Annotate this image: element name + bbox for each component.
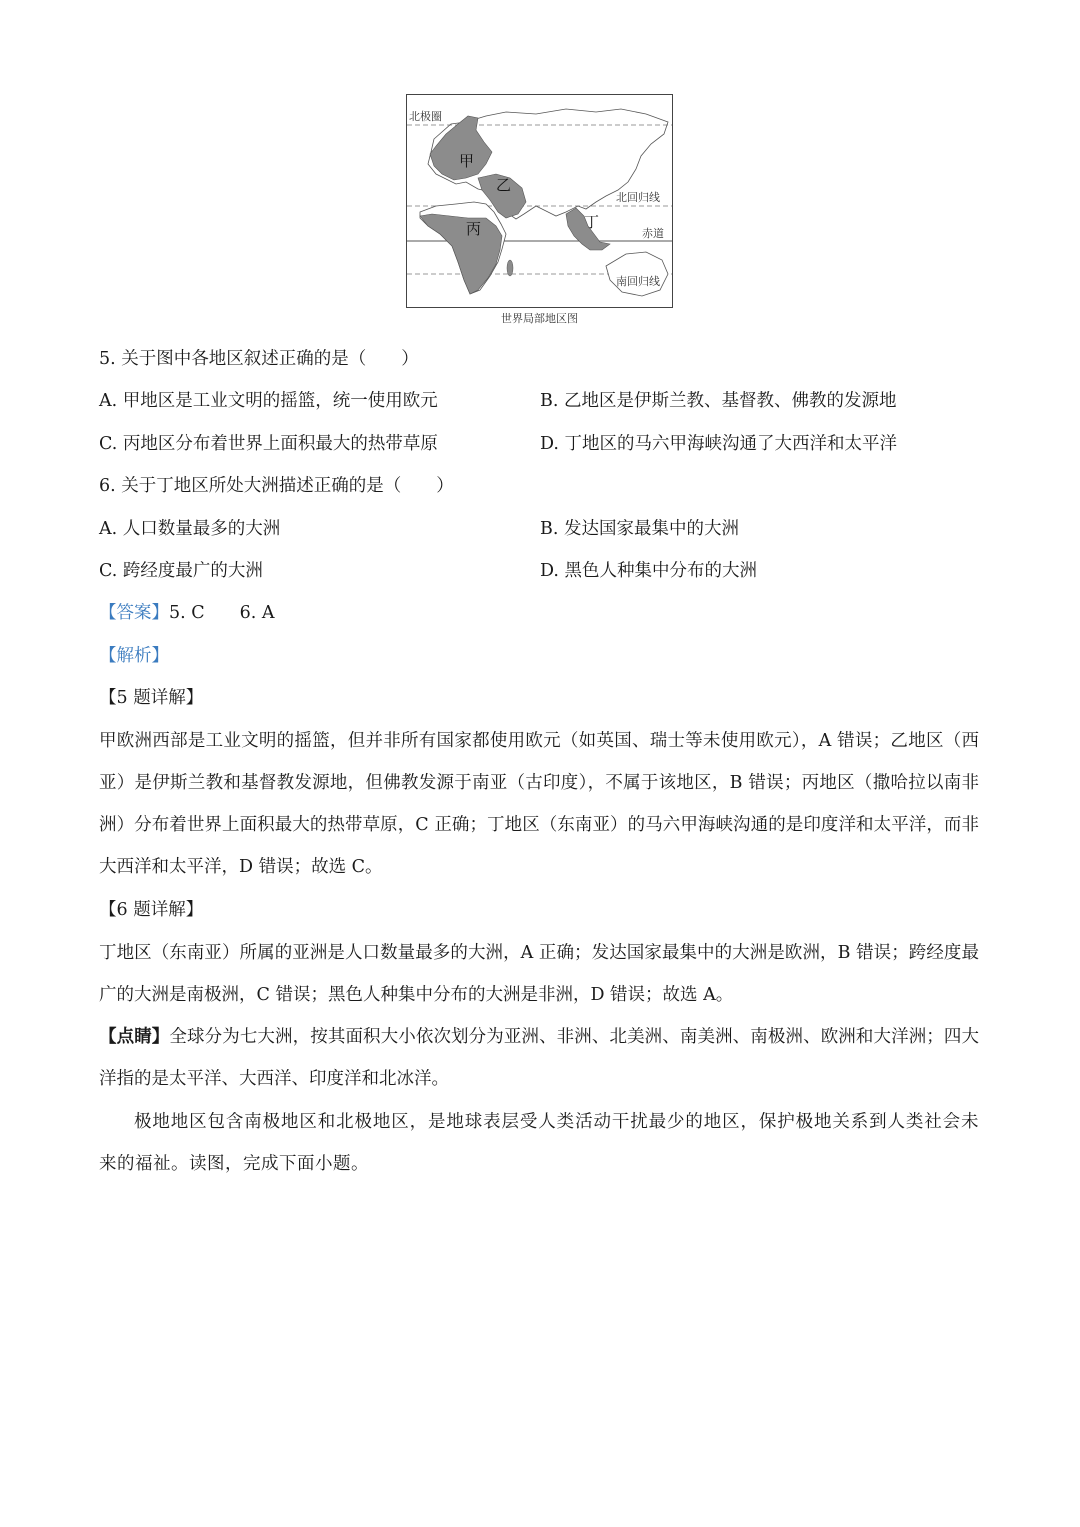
q6-option-b: B. 发达国家最集中的大洲 (540, 519, 739, 539)
q6-option-a: A. 人口数量最多的大洲 (99, 519, 281, 539)
q5-option-b: B. 乙地区是伊斯兰教、基督教、佛教的发源地 (540, 391, 897, 411)
label-tropic-capricorn: 南回归线 (616, 275, 660, 288)
map-caption: 世界局部地区图 (501, 312, 578, 325)
label-bing: 丙 (466, 220, 482, 238)
tip-block (99, 1016, 979, 1100)
q5-option-c: C. 丙地区分布着世界上面积最大的热带草原 (99, 434, 438, 454)
detail6-text: 丁地区（东南亚）所属的亚洲是人口数量最多的大洲，A 正确；发达国家最集中的大洲是欧洲，B 错误；跨经度最广的大洲是南极洲，C 错误；黑色人种集中分布的大洲是非洲，D 错误；故选 A。 (99, 943, 979, 1005)
answer-line (99, 601, 275, 625)
q5-option-d: D. 丁地区的马六甲海峡沟通了大西洋和太平洋 (540, 434, 898, 454)
detail5-title: 【5 题详解】 (99, 688, 204, 708)
label-ding: 丁 (584, 213, 600, 231)
answer-tag: 【答案】 (99, 603, 169, 623)
next-intro-text: 极地地区包含南极地区和北极地区，是地球表层受人类活动干扰最少的地区，保护极地关系到人类社会未来的福祉。读图，完成下面小题。 (99, 1112, 979, 1174)
label-yi: 乙 (496, 176, 512, 194)
next-intro (99, 1101, 979, 1185)
q5-option-a: A. 甲地区是工业文明的摇篮，统一使用欧元 (99, 391, 438, 411)
label-equator: 赤道 (642, 227, 664, 240)
detail5-body (99, 720, 979, 888)
q6-option-c: C. 跨经度最广的大洲 (99, 561, 263, 581)
q5-stem: 5. 关于图中各地区叙述正确的是（ ） (99, 349, 419, 369)
madagascar-shape (507, 260, 513, 276)
label-arctic-circle: 北极圈 (409, 110, 442, 123)
detail5-text: 甲欧洲西部是工业文明的摇篮，但并非所有国家都使用欧元（如英国、瑞士等未使用欧元），A 错误；乙地区（西亚）是伊斯兰教和基督教发源地，但佛教发源于南亚（古印度），不属于该地区，B 错误；丙地区（撒哈拉以南非洲）分布着世界上面积最大的热带草原，C 正确；丁地区（东南亚）的马六甲海峡沟通的是印度洋和太平洋，而非大西洋和太平洋，D 错误；故选 C。 (99, 731, 979, 877)
label-tropic-cancer: 北回归线 (616, 191, 660, 204)
detail6-body (99, 932, 979, 1016)
detail6-title: 【6 题详解】 (99, 900, 204, 920)
answer-text: 5. C 6. A (169, 603, 275, 623)
analysis-tag: 【解析】 (99, 646, 169, 666)
tip-text: 全球分为七大洲，按其面积大小依次划分为亚洲、非洲、北美洲、南美洲、南极洲、欧洲和大洋洲；四大洋指的是太平洋、大西洋、印度洋和北冰洋。 (99, 1027, 980, 1089)
q6-stem: 6. 关于丁地区所处大洲描述正确的是（ ） (99, 476, 454, 496)
q6-option-d: D. 黑色人种集中分布的大洲 (540, 561, 758, 581)
tip-tag: 【点睛】 (99, 1027, 170, 1047)
label-jia: 甲 (459, 152, 475, 170)
world-region-map (406, 94, 673, 308)
